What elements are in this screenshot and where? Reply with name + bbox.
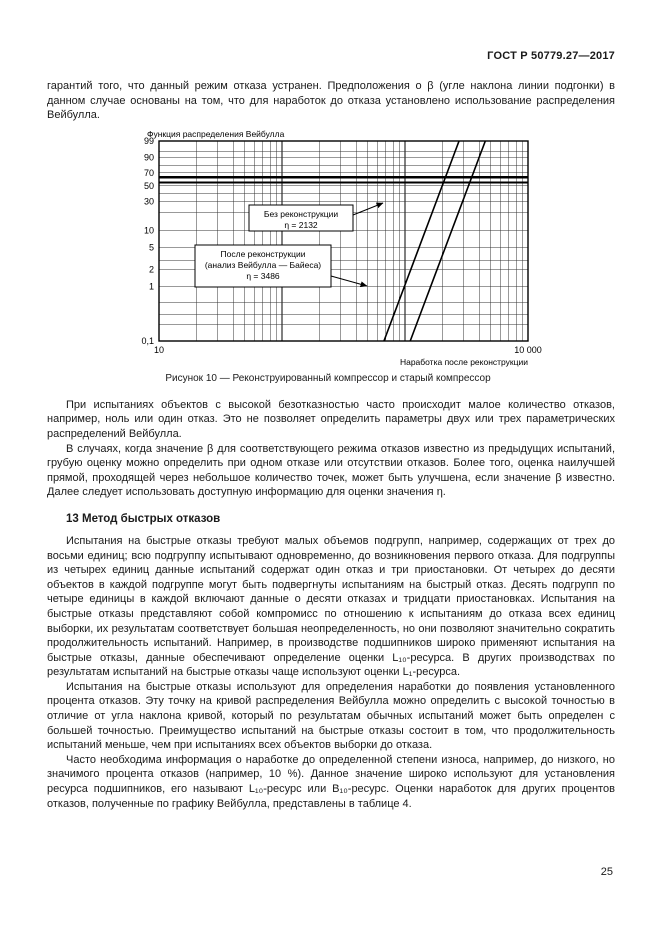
y-tick-label: 0,1 — [141, 335, 154, 346]
intro-paragraph: гарантий того, что данный режим отказа устранен. Предположения о β (угле наклона линии подгонки) в данном случае основаны на том, что для наработок до отказа установлено использование распределения Вейбулла. — [47, 80, 615, 122]
y-tick-label: 50 — [143, 180, 154, 191]
doc-number: ГОСТ Р 50779.27—2017 — [487, 50, 615, 62]
annotation-text: η = 2132 — [284, 219, 318, 230]
paragraph: Часто необходима информация о наработке до определенной степени износа, например, до низкого, но значимого процента отказов (например, 10 %). Данное значение широко используют для установления ресурса подшипников, его называют L₁₀-ресурс или B₁₀-ресурс. Оценки наработок для других процентов отказов, полученные по графику Вейбулла, представлены в таблице 4. — [47, 753, 615, 810]
y-tick-label: 1 — [148, 281, 154, 292]
annotation-text: (анализ Вейбулла — Байеса) — [204, 259, 322, 270]
paragraph: Испытания на быстрые отказы используют для определения наработки до появления установленного процента отказов. Эту точку на кривой распределения Вейбулла можно определить с высокой точностью в отличие от угла наклона кривой, который по результатам обычных испытаний может быть определен с большей точностью. Преимущество испытаний на быстрые отказы состоит в том, что продолжительность испытаний меньше, чем при испытаниях всех объектов выборки до отказа. — [47, 680, 615, 752]
chart-title: Функция распределения Вейбулла — [147, 128, 285, 139]
figure-10-block — [111, 129, 545, 384]
annotation-arrow — [331, 276, 367, 286]
annotation-text: Без реконструкции — [263, 208, 339, 219]
y-tick-label: 2 — [148, 264, 154, 275]
annotation-text: η = 3486 — [246, 270, 280, 281]
page-number: 25 — [600, 866, 613, 878]
y-tick-label: 99 — [143, 135, 154, 146]
y-tick-label: 90 — [143, 152, 154, 163]
figure-caption: Рисунок 10 — Реконструированный компрессор и старый компрессор — [165, 372, 491, 384]
y-tick-label: 70 — [143, 167, 154, 178]
paragraph: В случаях, когда значение β для соответствующего режима отказов известно из предыдущих испытаний, грубую оценку можно определить при одном отказе или отсутствии отказов. Более того, оценка наилучшей прямой, проходящей через небольшое количество точек, может быть улучшена, если значение β известно. Далее следует использовать доступную информацию для оценки значения η. — [47, 442, 615, 499]
x-tick-label: 10 — [153, 344, 165, 355]
annotation-text: После реконструкции — [220, 248, 306, 259]
paragraph: Испытания на быстрые отказы требуют малых объемов подгрупп, например, содержащих от трех до восьми единиц; всю подгруппу испытывают одновременно, до возникновения первого отказа. Для подгруппы из четырех единиц данные испытаний содержат один отказ и три приостановки. От четырех до десяти объектов в каждой подгруппе могут быть подвергнуты испытаниям на быстрый отказ. Десять подгрупп по четыре единицы в каждой включают данные о десяти отказах и тридцати приостановках. Испытания на быстрые отказы представляют собой компромисс по отношению к испытаниям до отказа всех единиц выборки, их результатам соответствует большая неопределенность, но они позволяют значительно сократить продолжительность испытаний. Например, в производстве подшипников широко применяют испытания на быстрые отказы, данные обеспечивают определение оценки L₁₀-ресурса. В других производствах по результатам испытаний на быстрые отказы чаще используют оценки L₁-ресурса. — [47, 534, 615, 679]
x-tick-label: 10 000 — [514, 344, 542, 355]
y-tick-label: 10 — [143, 225, 154, 236]
x-axis-label: Наработка после реконструкции — [399, 356, 528, 367]
weibull-chart — [111, 129, 545, 369]
y-tick-label: 5 — [148, 242, 154, 253]
paragraph: При испытаниях объектов с высокой безотказностью часто происходит малое количество отказов, например, ноль или один отказ. Это не позволяет определить параметры двух или трех параметрических распределений Вейбулла. — [47, 398, 615, 440]
plot-border — [159, 141, 528, 341]
section-heading: 13 Метод быстрых отказов — [66, 512, 221, 525]
y-tick-label: 30 — [143, 196, 154, 207]
